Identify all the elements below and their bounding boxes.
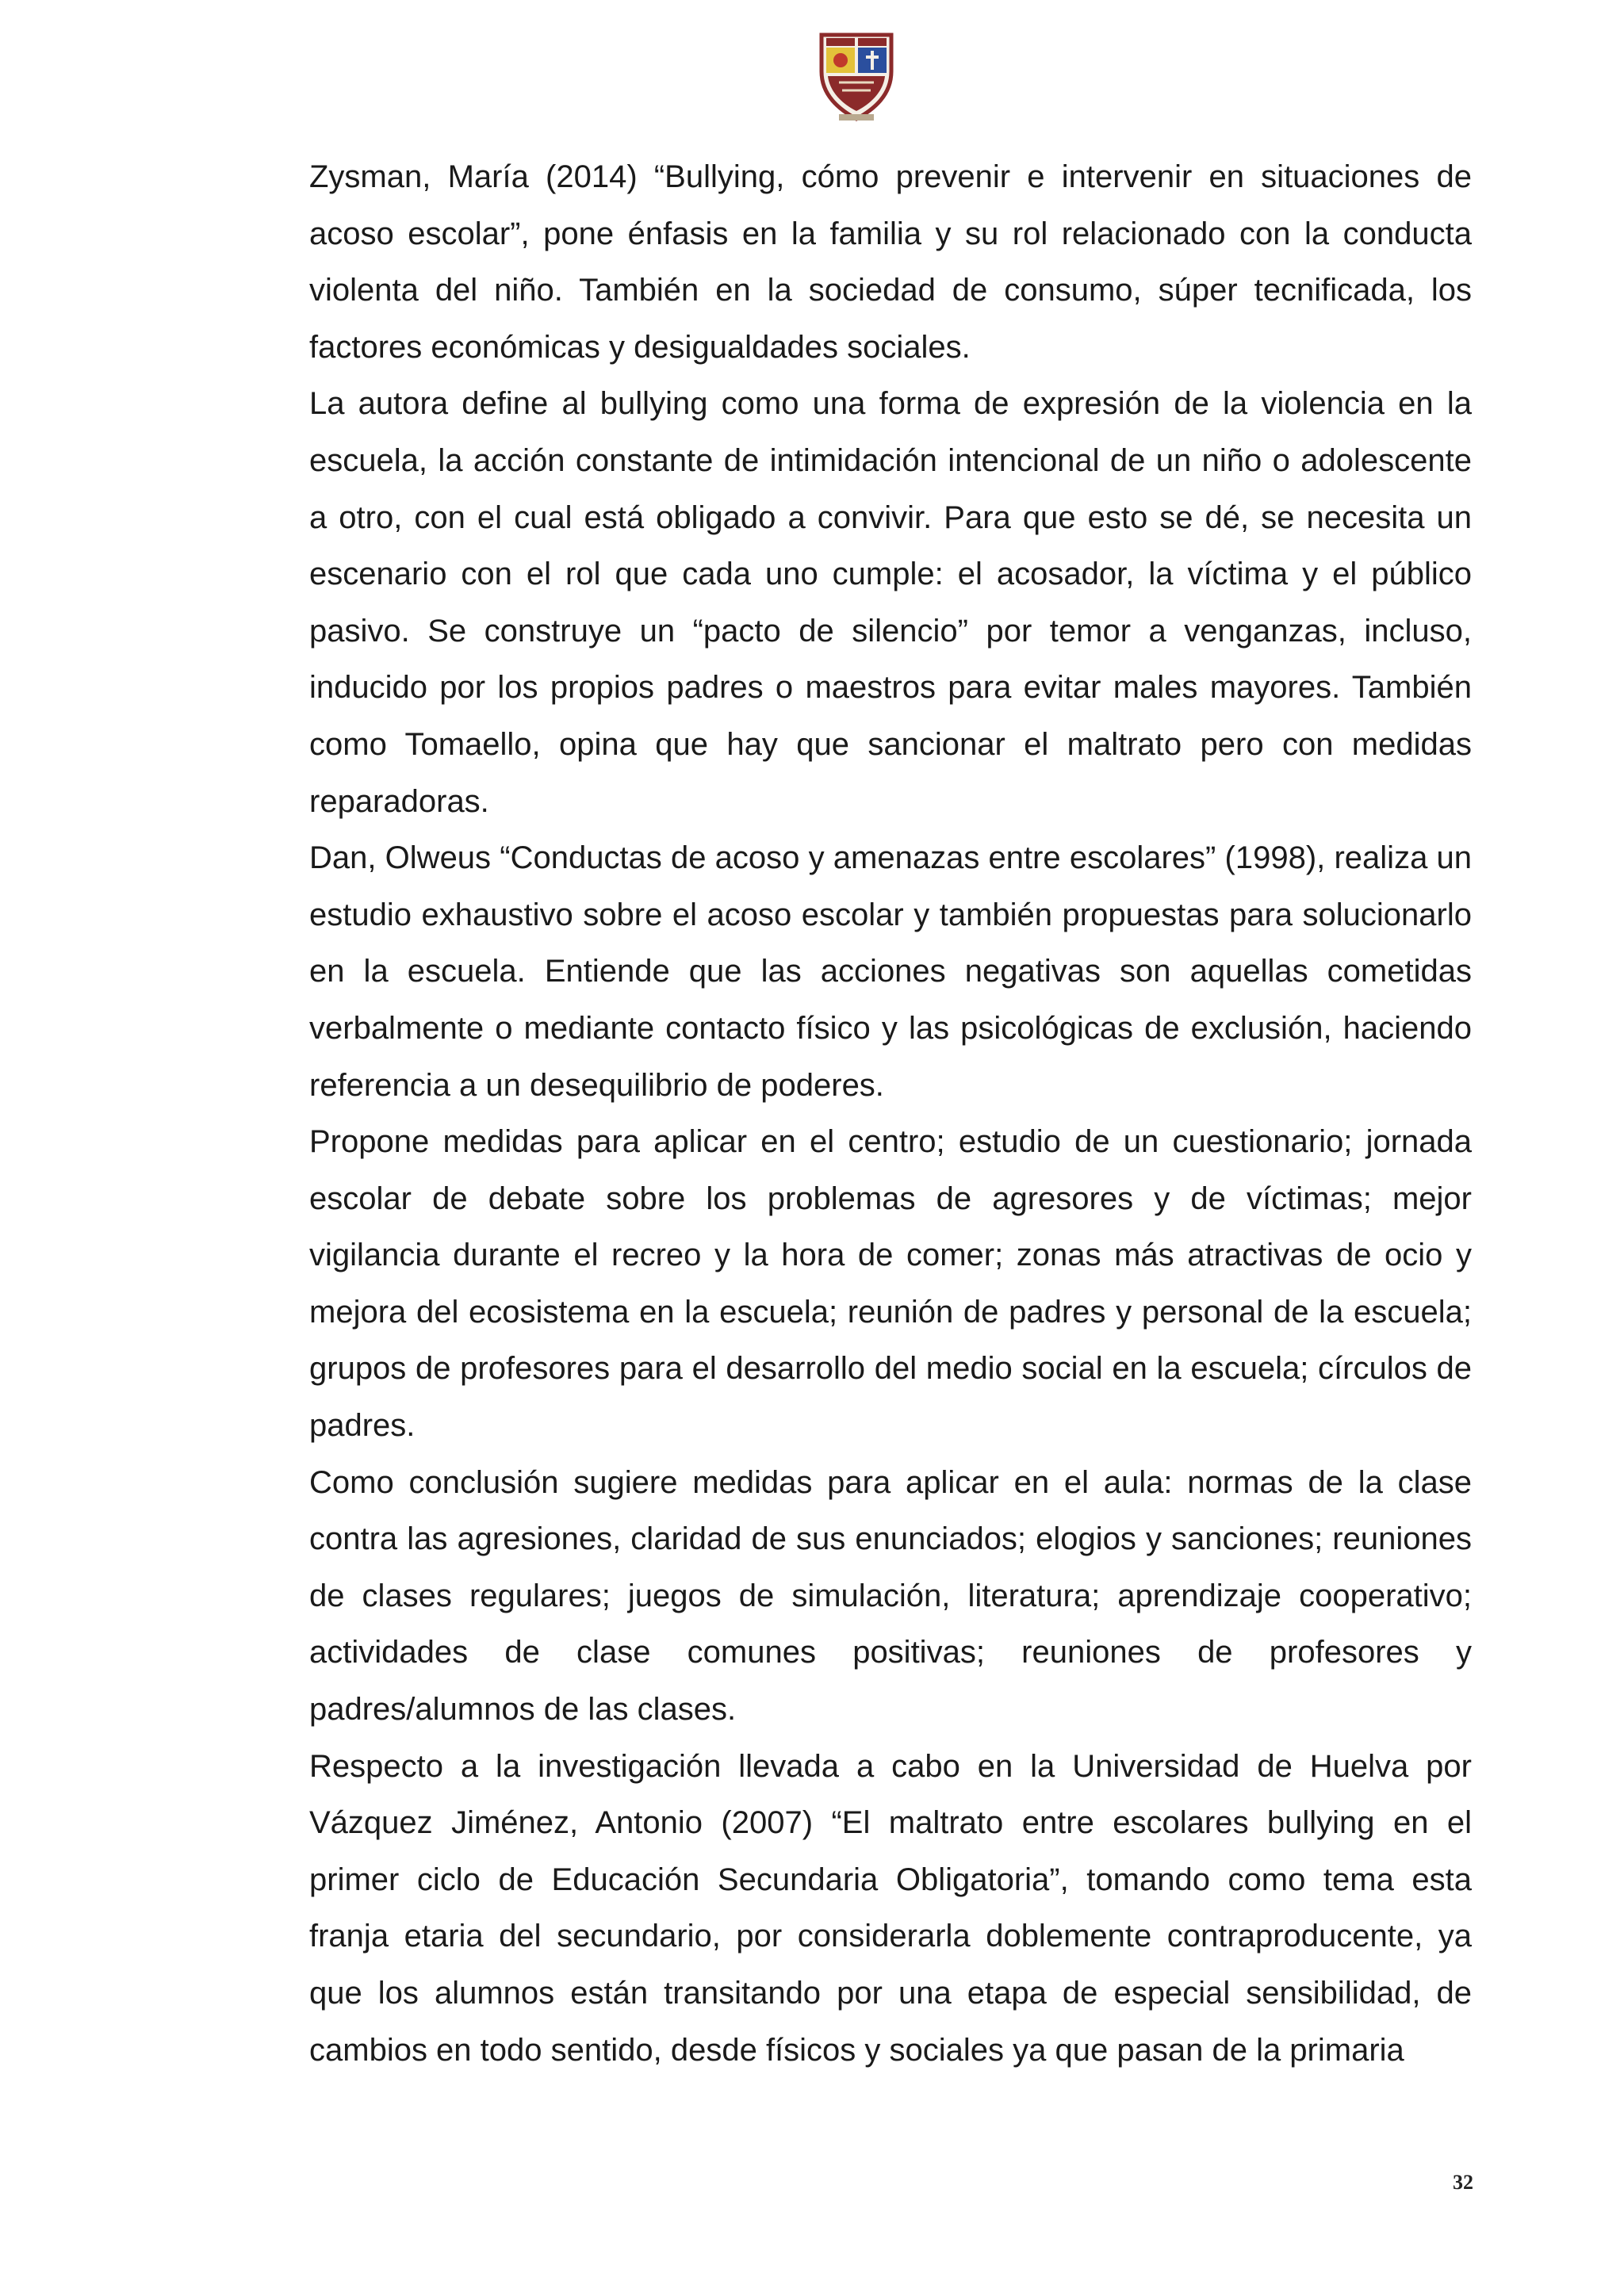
- paragraph-zysman: Zysman, María (2014) “Bullying, cómo prevenir e intervenir en situaciones de acoso escolar”, pone énfasis en la familia y su rol relacionado con la conducta violenta del niño. También en la sociedad de consumo, súper tecnificada, los factores económicas y desigualdades sociales.: [309, 159, 1472, 365]
- paragraph-olweus: Dan, Olweus “Conductas de acoso y amenazas entre escolares” (1998), realiza un estudio exhaustivo sobre el acoso escolar y también propuestas para solucionarlo en la escuela. Entiende que las acciones negativas son aquellas cometidas verbalmente o mediante contacto físico y las psicológicas de exclusión, haciendo referencia a un desequilibrio de poderes.: [309, 840, 1472, 1103]
- paragraph-huelva-research: Respecto a la investigación llevada a cabo en la Universidad de Huelva por Vázquez Jiménez, Antonio (2007) “El maltrato entre escolares bullying en el primer ciclo de Educación Secundaria Obligatoria”, tomando como tema esta franja etaria del secundario, por considerarla doblemente contraproducente, ya que los alumnos están transitando por una etapa de especial sensibilidad, de cambios en todo sentido, desde físicos y sociales ya que pasan de la primaria: [309, 1748, 1472, 2068]
- page-number: 32: [1453, 2171, 1473, 2194]
- university-crest-icon: [815, 30, 898, 125]
- document-body: [309, 149, 1472, 2079]
- paragraph-school-measures: Propone medidas para aplicar en el centro; estudio de un cuestionario; jornada escolar de debate sobre los problemas de agresores y de víctimas; mejor vigilancia durante el recreo y la hora de comer; zonas más atractivas de ocio y mejora del ecosistema en la escuela; reunión de padres y personal de la escuela; grupos de profesores para el desarrollo del medio social en la escuela; círculos de padres.: [309, 1124, 1472, 1444]
- paragraph-bullying-definition: La autora define al bullying como una forma de expresión de la violencia en la escuela, la acción constante de intimidación intencional de un niño o adolescente a otro, con el cual está obligado a convivir. Para que esto se dé, se necesita un escenario con el rol que cada uno cumple: el acosador, la víctima y el público pasivo. Se construye un “pacto de silencio” por temor a venganzas, incluso, inducido por los propios padres o maestros para evitar males mayores. También como Tomaello, opina que hay que sancionar el maltrato pero con medidas reparadoras.: [309, 386, 1472, 819]
- paragraph-classroom-measures: Como conclusión sugiere medidas para aplicar en el aula: normas de la clase contra las agresiones, claridad de sus enunciados; elogios y sanciones; reuniones de clases regulares; juegos de simulación, literatura; aprendizaje cooperativo; actividades de clase comunes positivas; reuniones de profesores y padres/alumnos de las clases.: [309, 1464, 1472, 1728]
